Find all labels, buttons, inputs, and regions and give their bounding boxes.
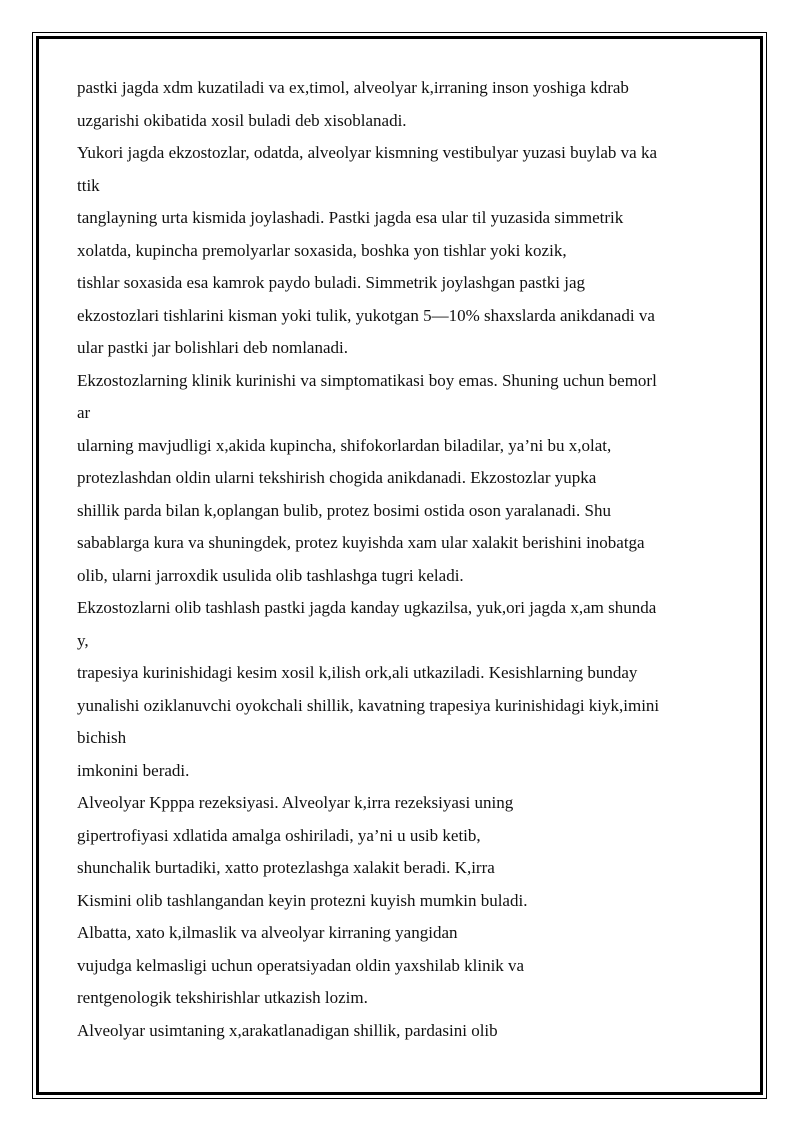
text-line: ular pastki jar bolishlari deb nomlanadi. (77, 338, 348, 357)
text-line: ar (77, 403, 91, 422)
text-line: shillik parda bilan k,oplangan bulib, protez bosimi ostida oson yaralanadi. Shu (77, 500, 611, 520)
text-line: pastki jagda xdm kuzatiladi va ex,timol, alveolyar k,irraning inson yoshiga kdrab (77, 78, 629, 97)
text-line: bichish (77, 728, 127, 747)
text-line: rentgenologik tekshirishlar utkazish lozim. (77, 988, 368, 1007)
text-line: sabablarga kura va shuningdek, protez kuyishda xam ular xalakit berishini inobatga (77, 533, 645, 552)
text-line: ularning mavjudligi x,akida kupincha, shifokorlardan biladilar, ya’ni bu x,olat, (77, 435, 612, 455)
text-line: tanglayning urta kismida joylashadi. Pastki jagda esa ular til yuzasida simmetrik (77, 208, 624, 227)
text-line: trapesiya kurinishidagi kesim xosil k,ilish ork,ali utkaziladi. Kesishlarning bunday (77, 663, 638, 682)
text-line: protezlashdan oldin ularni tekshirish chogida anikdanadi. Ekzostozlar yupka (77, 468, 597, 487)
text-line: Kismini olib tashlangandan keyin protezni kuyish mumkin buladi. (77, 890, 528, 910)
text-line: Ekzostozlarning klinik kurinishi va simptomatikasi boy emas. Shuning uchun bemorl (77, 370, 657, 390)
text-line: gipertrofiyasi xdlatida amalga oshiriladi, ya’ni u usib ketib, (77, 825, 481, 845)
text-line: ekzostozlari tishlarini kisman yoki tulik, yukotgan 5—10% shaxslarda anikdanadi va (77, 305, 655, 325)
text-line: xolatda, kupincha premolyarlar soxasida, boshka yon tishlar yoki kozik, (77, 240, 567, 260)
text-line: Ekzostozlarni olib tashlash pastki jagda kanday ugkazilsa, yuk,ori jagda x,am shunda (77, 598, 657, 617)
text-line: shunchalik burtadiki, xatto protezlashga xalakit beradi. K,irra (77, 858, 495, 877)
text-line: ttik (77, 175, 100, 195)
text-line: vujudga kelmasligi uchun operatsiyadan oldin yaxshilab klinik va (77, 955, 525, 975)
text-line: uzgarishi okibatida xosil buladi deb xisoblanadi. (77, 110, 407, 130)
text-line: Alveolyar usimtaning x,arakatlanadigan shillik, pardasini olib (77, 1020, 498, 1040)
text-line: yunalishi oziklanuvchi oyokchali shillik, kavatning trapesiya kurinishidagi kiyk,imini (77, 695, 660, 715)
text-line: Yukori jagda ekzostozlar, odatda, alveolyar kismning vestibulyar yuzasi buylab va ka (77, 143, 657, 162)
text-line: olib, ularni jarroxdik usulida olib tashlashga tugri keladi. (77, 565, 464, 585)
text-line: y, (77, 630, 89, 650)
document-body (77, 75, 737, 1050)
text-line: imkonini beradi. (77, 760, 190, 780)
text-line: Albatta, xato k,ilmaslik va alveolyar kirraning yangidan (77, 923, 458, 942)
text-line: Alveolyar Kpppa rezeksiyasi. Alveolyar k,irra rezeksiyasi uning (77, 793, 514, 812)
text-line: tishlar soxasida esa kamrok paydo buladi. Simmetrik joylashgan pastki jag (77, 273, 586, 292)
